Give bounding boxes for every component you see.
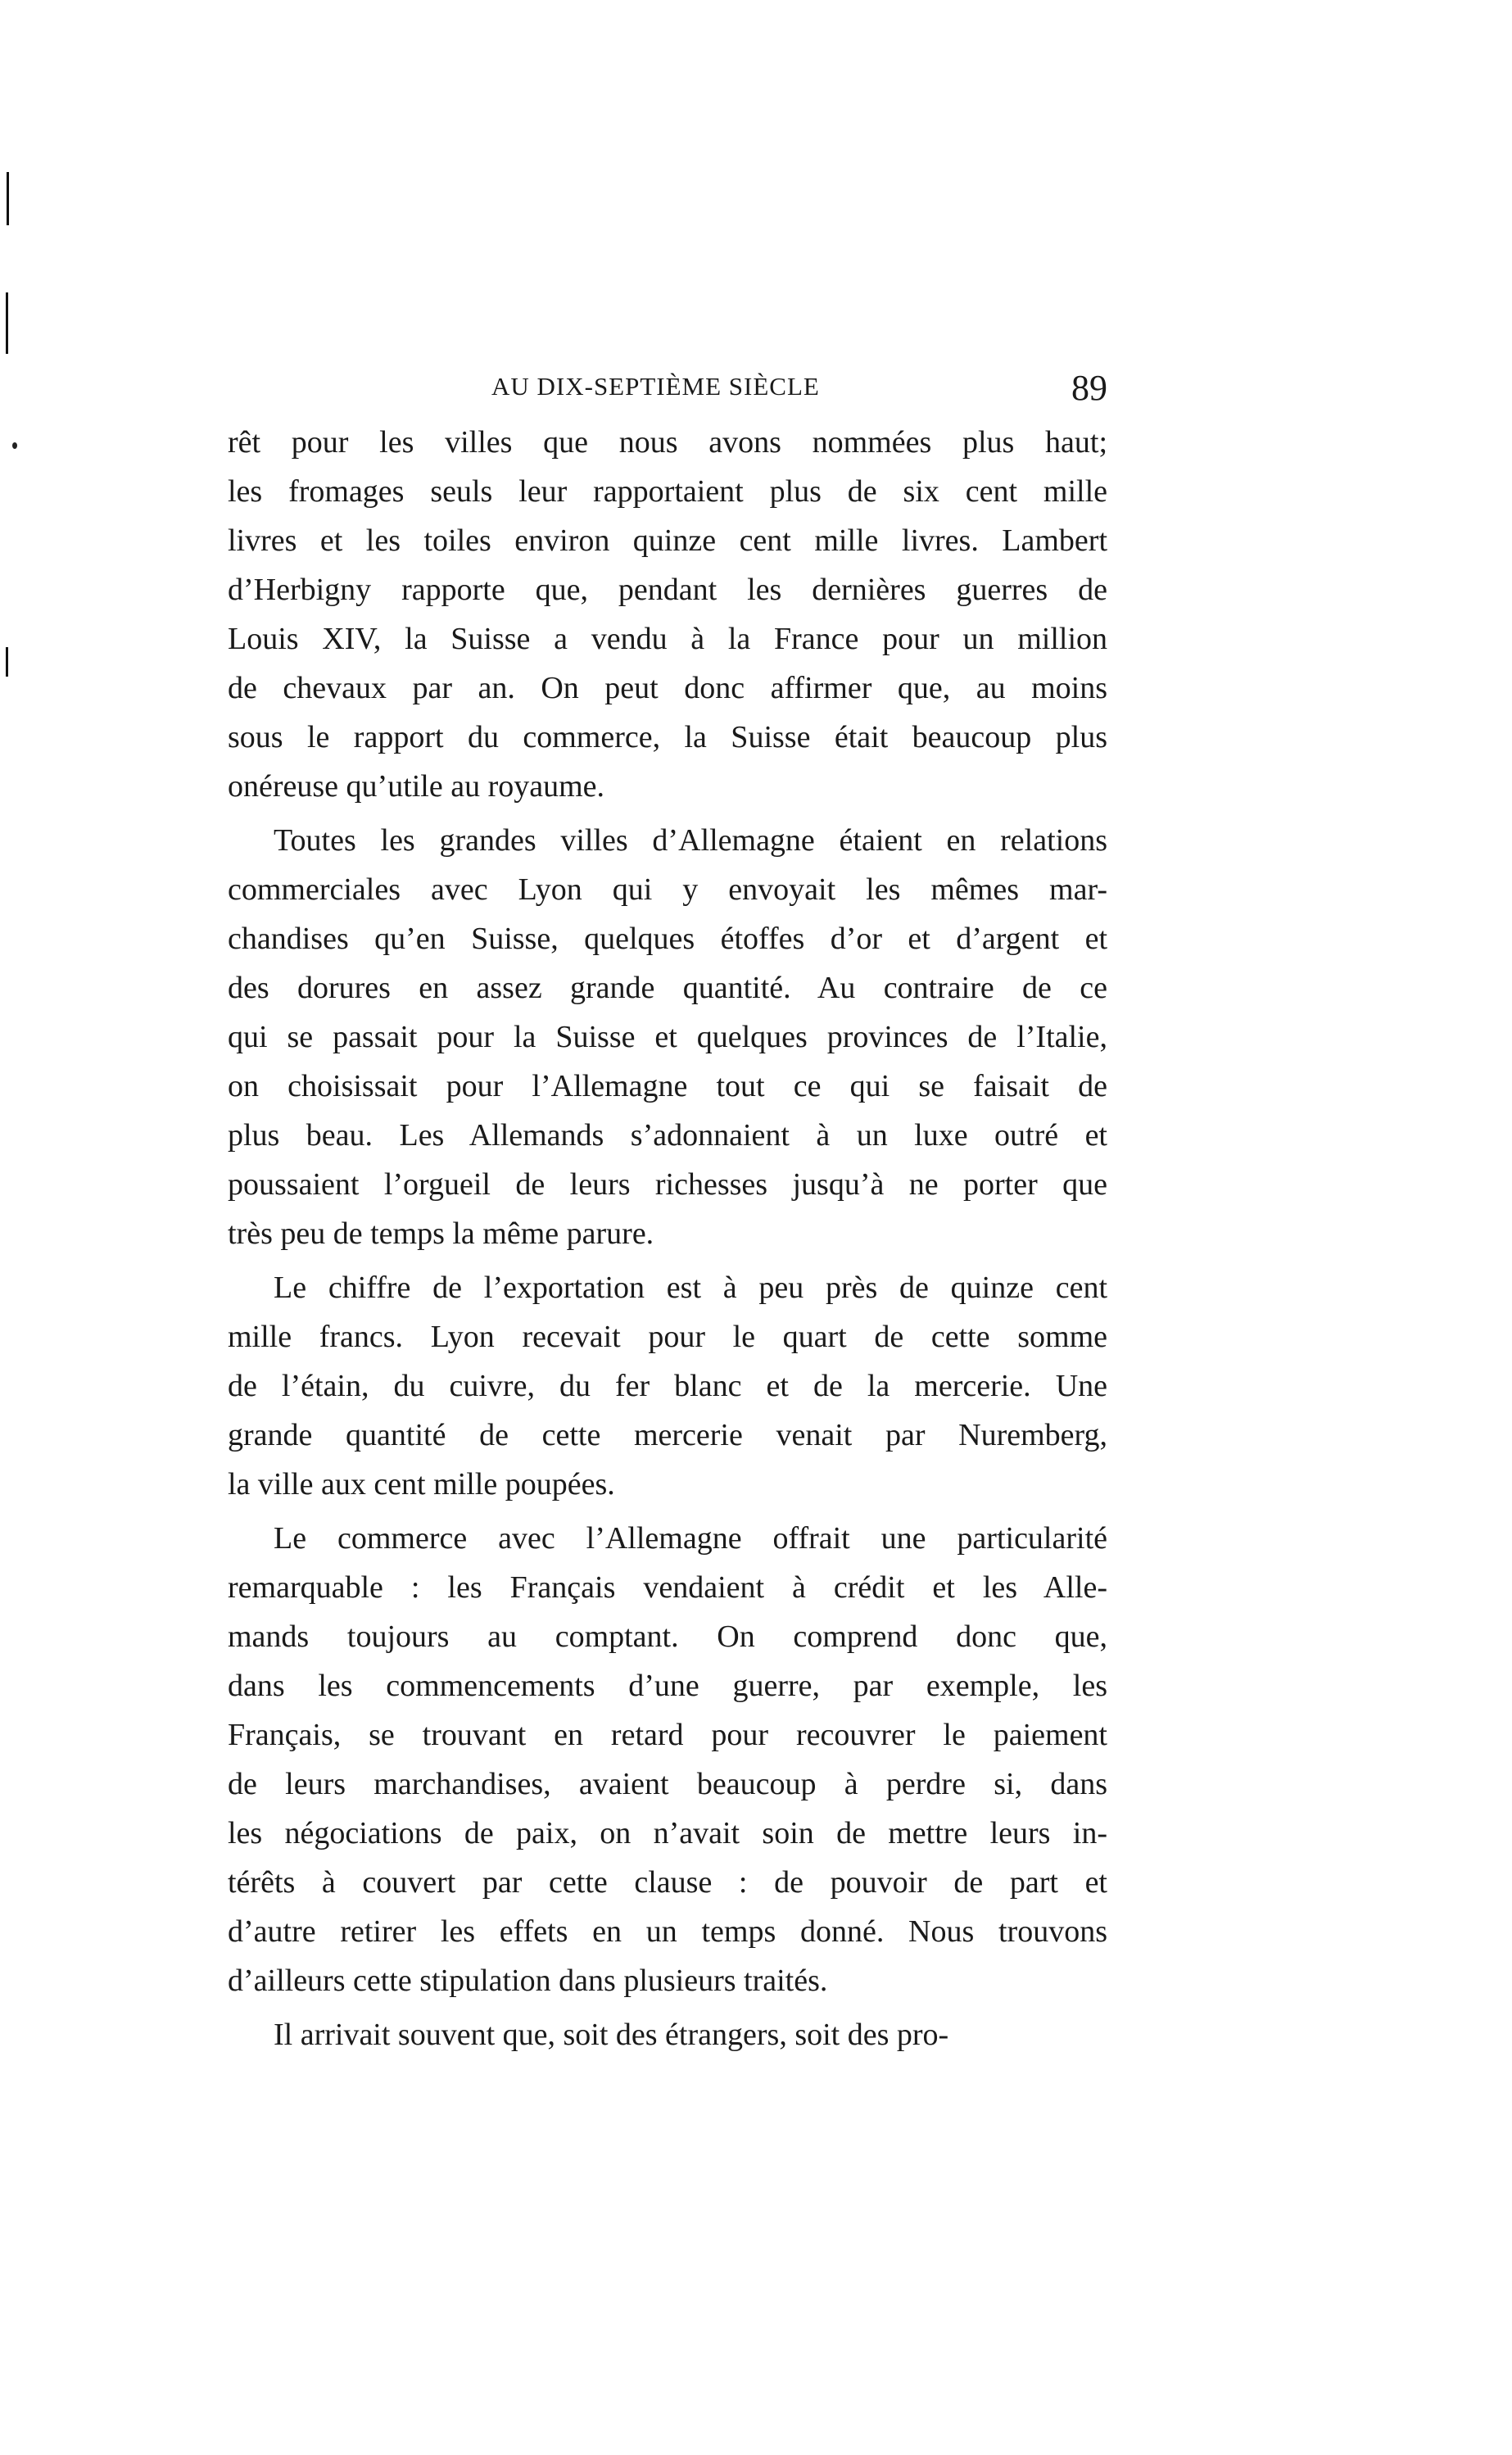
text-line: de l’étain, du cuivre, du fer blanc et de la mercerie. Une [228,1369,1107,1403]
scan-margin-mark [6,292,8,354]
text-line: remarquable : les Français vendaient à crédit et les Alle- [228,1570,1107,1605]
text-line: poussaient l’orgueil de leurs richesses jusqu’à ne porter que [228,1167,1107,1202]
text-line: Louis XIV, la Suisse a vendu à la France pour un million [228,622,1107,656]
text-line: livres et les toiles environ quinze cent mille livres. Lambert [228,523,1107,558]
text-line: les fromages seuls leur rapportaient plus de six cent mille [228,474,1107,509]
text-line: rêt pour les villes que nous avons nommées plus haut; [228,425,1107,460]
text-line: les négociations de paix, on n’avait soin de mettre leurs in- [228,1816,1107,1850]
text-line: Le commerce avec l’Allemagne offrait une particularité [274,1521,1107,1556]
text-line: des dorures en assez grande quantité. Au contraire de ce [228,971,1107,1005]
text-line: plus beau. Les Allemands s’adonnaient à un luxe outré et [228,1118,1107,1153]
text-line: la ville aux cent mille poupées. [228,1467,615,1502]
text-line: Français, se trouvant en retard pour recouvrer le paiement [228,1718,1107,1752]
text-line: Toutes les grandes villes d’Allemagne étaient en relations [274,823,1107,858]
text-line: grande quantité de cette mercerie venait par Nuremberg, [228,1418,1107,1452]
text-line: térêts à couvert par cette clause : de pouvoir de part et [228,1865,1107,1900]
text-line: dans les commencements d’une guerre, par exemple, les [228,1669,1107,1703]
text-line: très peu de temps la même parure. [228,1216,654,1251]
text-line: commerciales avec Lyon qui y envoyait les mêmes mar- [228,872,1107,907]
text-line: d’autre retirer les effets en un temps donné. Nous trouvons [228,1914,1107,1949]
page-number: 89 [1071,368,1107,408]
paragraph [228,1263,1107,1509]
scan-speck [12,442,17,449]
body-text [228,418,1107,2064]
text-line: de leurs marchandises, avaient beaucoup à perdre si, dans [228,1767,1107,1801]
text-line: d’Herbigny rapporte que, pendant les dernières guerres de [228,573,1107,607]
paragraph [228,2010,1107,2059]
text-line: de chevaux par an. On peut donc affirmer que, au moins [228,671,1107,705]
text-line: Il arrivait souvent que, soit des étrangers, soit des pro- [274,2018,949,2052]
paragraph [228,1514,1107,2005]
text-line: onéreuse qu’utile au royaume. [228,769,605,804]
text-line: mille francs. Lyon recevait pour le quart de cette somme [228,1320,1107,1354]
text-line: on choisissait pour l’Allemagne tout ce qui se faisait de [228,1069,1107,1103]
text-line: Le chiffre de l’exportation est à peu près de quinze cent [274,1271,1107,1305]
running-header [228,367,1107,416]
paragraph [228,816,1107,1258]
text-line: mands toujours au comptant. On comprend donc que, [228,1619,1107,1654]
scan-margin-mark [7,172,9,225]
text-line: sous le rapport du commerce, la Suisse était beaucoup plus [228,720,1107,754]
scan-margin-mark [6,647,8,677]
text-line: d’ailleurs cette stipulation dans plusieurs traités. [228,1964,828,1998]
paragraph [228,418,1107,811]
running-title: AU DIX-SEPTIÈME SIÈCLE [491,372,820,401]
text-line: chandises qu’en Suisse, quelques étoffes d’or et d’argent et [228,922,1107,956]
text-line: qui se passait pour la Suisse et quelques provinces de l’Italie, [228,1020,1107,1054]
